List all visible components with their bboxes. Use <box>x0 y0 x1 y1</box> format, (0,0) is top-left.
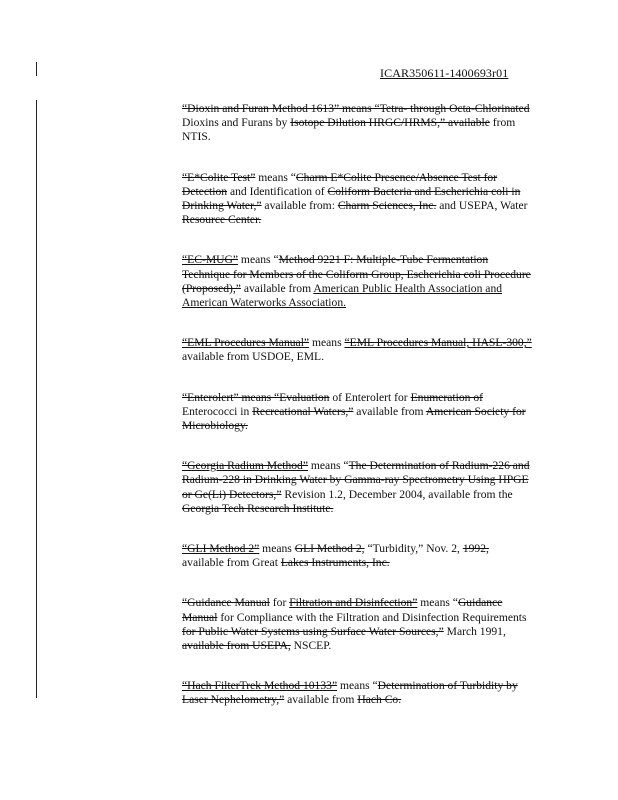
definition-text-segment: Revision 1.2, December 2004, available from the <box>281 487 513 501</box>
definition-text-segment: Isotope Dilution HRGC/HRMS,” available <box>290 116 490 130</box>
definition-text-segment: Georgia Tech Research Institute. <box>182 501 334 515</box>
definition-text-segment: “EC-MUG” <box>182 253 239 267</box>
definition-text-segment: The Determination of Radium-226 and Radium-228 in Drinking Water by Gamma-ray Spectrometry Using HPGE or Ge(Li) Detectors,” <box>182 459 530 501</box>
definition-text-segment: means <box>309 336 345 350</box>
definition-text-segment: “Dioxin and Furan Method 1613” means “Tetra- through Octa-Chlorinated <box>182 102 530 115</box>
definition-text-segment: Filtration and Disinfection” <box>289 596 418 610</box>
definition-text-segment: Dioxins and Furans by <box>182 116 291 130</box>
definition-text-segment: “GLI Method 2” <box>182 542 260 556</box>
definition-text-segment: Enterococci in <box>182 404 253 418</box>
definition-text-segment: American Public Health Association and American Waterworks Association. <box>182 281 503 310</box>
definition-text-segment: Recreational Waters,” <box>252 404 354 418</box>
definitions-list <box>182 102 532 734</box>
definition-text-segment: Enumeration of <box>410 390 484 404</box>
definition-text-segment: “E*Colite Test” <box>182 170 256 184</box>
definition-text-segment: from NTIS. <box>182 116 516 144</box>
definition-text-segment: Charm Sciences, Inc. <box>337 199 437 213</box>
definition-text-segment: Method 9221 F: Multiple-Tube Fermentation Technique for Members of the Coliform Group, Escherichia coli Procedure (Proposed),” <box>182 253 531 295</box>
definition-text-segment: available from <box>240 281 314 295</box>
definition-text-segment: “Georgia Radium Method” <box>182 459 308 473</box>
definition-text-segment: March 1991, <box>443 624 506 638</box>
definition-text-segment: American Society for Microbiology. <box>182 404 526 433</box>
definition-text-segment: Determination of Turbidity by Laser Nephelometry,” <box>182 679 518 707</box>
definition-text-segment: available from <box>353 404 426 418</box>
definition-text-segment: available from Great <box>182 556 281 570</box>
definition-text-segment: means “ <box>417 596 458 610</box>
definition-text-segment: for Compliance with the Filtration and Disinfection Requirements <box>217 610 527 624</box>
definition-text-segment: for Public Water Systems using Surface Water Sources,” <box>182 624 444 638</box>
definition-guidance-manual <box>182 596 532 653</box>
revision-bar-top <box>36 62 37 76</box>
definition-dioxin-furan-method-1613 <box>182 102 532 145</box>
definition-hach-filtertrek-method <box>182 679 532 707</box>
definition-text-segment: 1992, <box>462 542 489 556</box>
definition-text-segment: available from USDOE, EML. <box>182 350 324 364</box>
definition-text-segment: NSCEP. <box>290 639 332 653</box>
definition-text-segment: and Identification of <box>227 184 328 198</box>
definition-text-segment: “Hach FilterTrek Method 10133” <box>182 679 338 693</box>
definition-gli-method-2 <box>182 542 532 570</box>
definition-text-segment: means “ <box>238 253 279 267</box>
definition-text-segment: “Guidance Manual <box>182 596 270 610</box>
definition-text-segment: of Enterolert for <box>329 390 411 404</box>
definition-text-segment: “Turbidity,” Nov. 2, <box>364 542 463 556</box>
definition-text-segment: Hach Co. <box>357 693 402 707</box>
definition-text-segment: means “ <box>337 679 378 693</box>
definition-text-segment: Resource Center. <box>182 213 262 227</box>
definition-text-segment: and USEPA, Water <box>436 199 528 213</box>
definition-text-segment: GLI Method 2, <box>294 542 365 556</box>
definition-eml-procedures-manual <box>182 336 532 364</box>
definition-text-segment: Guidance Manual <box>182 596 503 624</box>
definition-text-segment: means <box>259 542 295 556</box>
definition-text-segment: means “ <box>308 459 349 473</box>
definition-enterolert <box>182 391 532 434</box>
definition-text-segment: “EML Procedures Manual” <box>182 336 310 350</box>
definition-georgia-radium-method <box>182 459 532 516</box>
definition-text-segment: means “ <box>255 170 296 184</box>
definition-text-segment: Charm E*Colite Presence/Absence Test for Detection <box>182 170 498 198</box>
definition-text-segment: available from <box>284 693 358 707</box>
definition-text-segment: “EML Procedures Manual, HASL-300,” <box>344 336 532 350</box>
document-id: ICAR350611-1400693r01 <box>380 66 509 80</box>
definition-text-segment: available from: <box>261 199 338 213</box>
definition-e-colite-test <box>182 171 532 228</box>
definition-text-segment: Lakes Instruments, Inc. <box>280 556 390 570</box>
definition-text-segment: Coliform Bacteria and Escherichia coli in Drinking Water,” <box>182 184 521 213</box>
definition-text-segment: available from USEPA, <box>182 639 291 653</box>
definition-ec-mug <box>182 253 532 310</box>
definition-text-segment: for <box>269 596 290 610</box>
definition-text-segment: “Enterolert” means “Evaluation <box>182 390 330 404</box>
revision-bar <box>36 100 37 698</box>
